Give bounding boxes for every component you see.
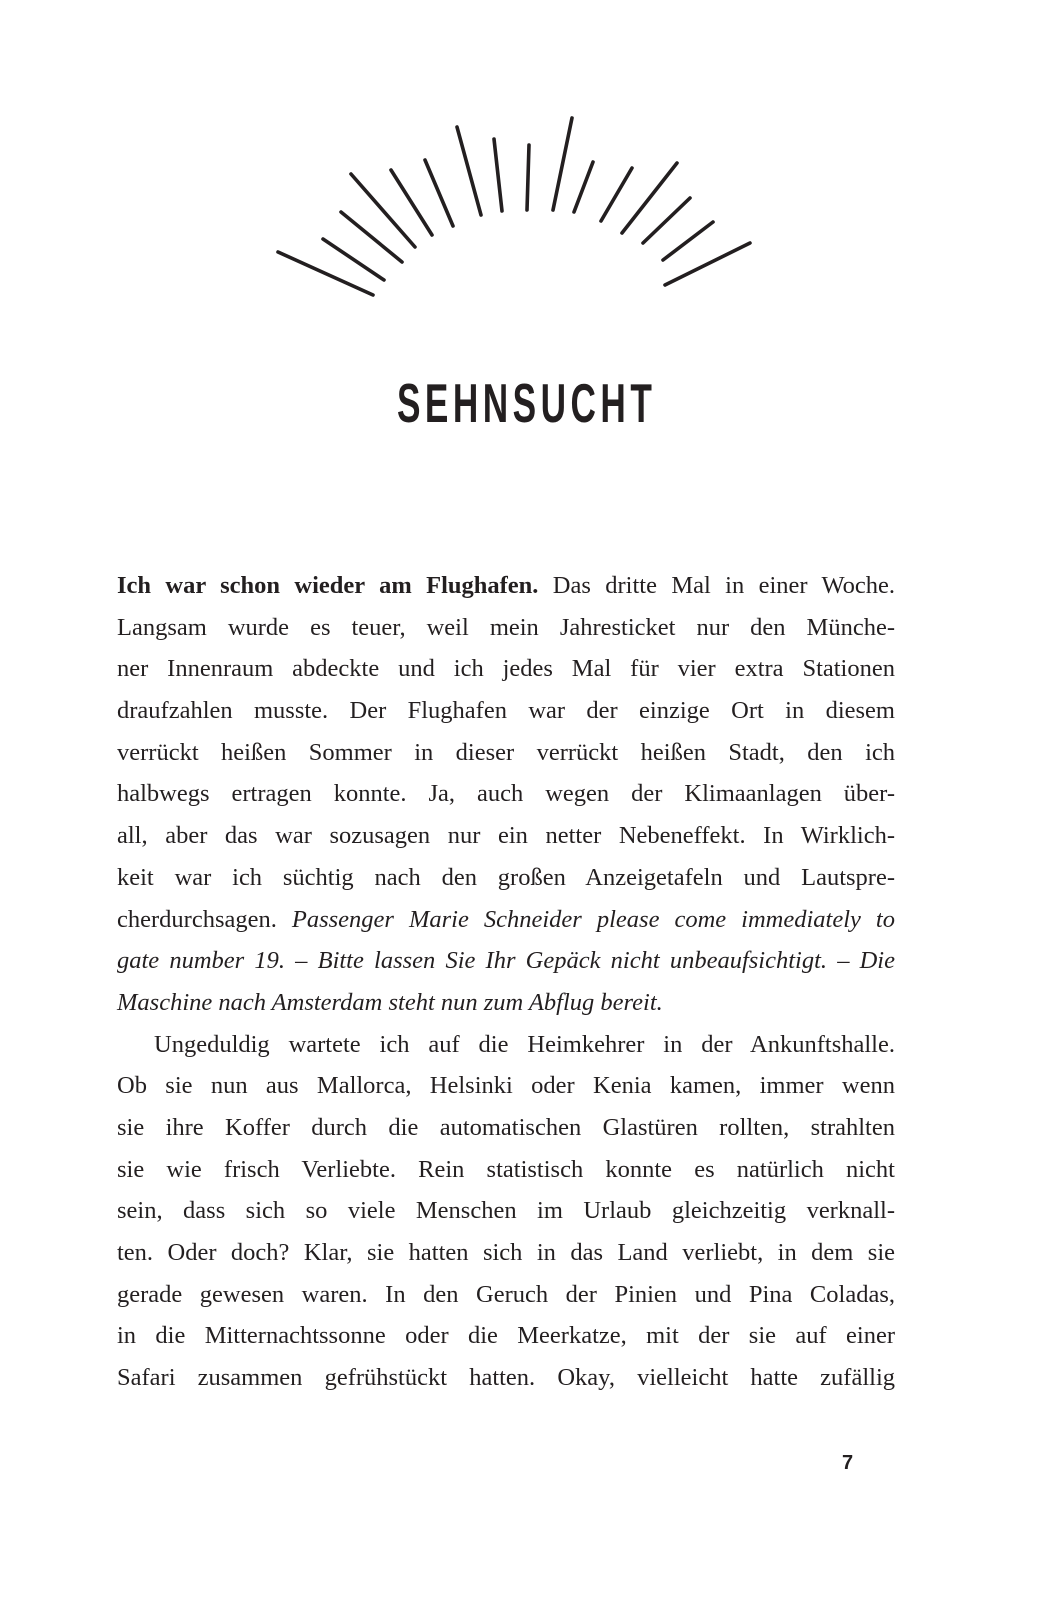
text-line: [117, 690, 895, 732]
text-segment: Ob sie nun aus Mallorca, Helsinki oder Kenia kamen, immer wenn: [117, 1072, 895, 1100]
text-segment: Safari zusammen gefrühstückt hatten. Okay, vielleicht hatte zufällig: [117, 1364, 895, 1392]
text-segment: halbwegs ertragen konnte. Ja, auch wegen der Klimaanlagen über-: [117, 780, 895, 808]
text-line: [117, 1357, 895, 1399]
chapter-title-text: SEHNSUCHT: [397, 371, 657, 434]
text-line: [117, 607, 895, 649]
text-segment: in die Mitternachtssonne oder die Meerkatze, mit der sie auf einer: [117, 1322, 895, 1350]
text-segment: Ungeduldig wartete ich auf die Heimkehrer in der Ankunftshalle.: [154, 1030, 895, 1058]
text-segment: ten. Oder doch? Klar, sie hatten sich in das Land verliebt, in dem sie: [117, 1239, 895, 1266]
text-line: [117, 815, 895, 857]
text-line: [117, 857, 895, 899]
text-line: [117, 648, 895, 690]
text-segment: cherdurchsagen.: [117, 905, 292, 933]
chapter-title: [0, 373, 1054, 433]
page-number: 7: [842, 1452, 854, 1474]
text-segment: Das dritte Mal in einer Woche.: [538, 572, 895, 599]
text-line: [117, 1232, 895, 1274]
text-segment: verrückt heißen Sommer in dieser verrückt heißen Stadt, den ich: [117, 738, 895, 766]
text-segment: sie ihre Koffer durch die automatischen Glastüren rollten, strahlten: [117, 1113, 895, 1141]
bold-lead-in: Ich war schon wieder am Flughafen.: [117, 572, 539, 599]
body-text: [117, 565, 895, 1399]
text-line: [117, 1315, 895, 1357]
italic-announcement: Passenger Marie Schneider please come immediately to: [291, 905, 895, 933]
text-segment: gerade gewesen waren. In den Geruch der Pinien und Pina Coladas,: [117, 1280, 895, 1308]
text-line: [117, 1107, 895, 1149]
text-line: [117, 1149, 895, 1191]
text-line: [117, 773, 895, 815]
text-line: [117, 732, 895, 774]
italic-announcement: Maschine nach Amsterdam steht nun zum Abflug bereit.: [117, 988, 663, 1016]
text-line: [117, 565, 895, 607]
text-line: [117, 1024, 895, 1066]
text-segment: sein, dass sich so viele Menschen im Urlaub gleichzeitig verknall-: [117, 1197, 895, 1225]
text-line: [117, 940, 895, 982]
text-line: [117, 899, 895, 941]
text-segment: Langsam wurde es teuer, weil mein Jahresticket nur den Münche-: [117, 613, 895, 641]
text-line: [117, 1190, 895, 1232]
sunburst-rays-icon: [0, 0, 1054, 320]
text-line: [117, 1274, 895, 1316]
text-line: [117, 1065, 895, 1107]
text-segment: ner Innenraum abdeckte und ich jedes Mal für vier extra Stationen: [117, 655, 895, 683]
text-line: [117, 982, 895, 1024]
text-segment: sie wie frisch Verliebte. Rein statistisch konnte es natürlich nicht: [117, 1155, 895, 1183]
text-segment: all, aber das war sozusagen nur ein netter Nebeneffekt. In Wirklich-: [117, 822, 895, 850]
text-segment: draufzahlen musste. Der Flughafen war der einzige Ort in diesem: [117, 697, 895, 725]
italic-announcement: gate number 19. – Bitte lassen Sie Ihr Gepäck nicht unbeaufsichtigt. – Die: [117, 947, 895, 975]
text-segment: keit war ich süchtig nach den großen Anzeigetafeln und Lautspre-: [117, 863, 895, 891]
